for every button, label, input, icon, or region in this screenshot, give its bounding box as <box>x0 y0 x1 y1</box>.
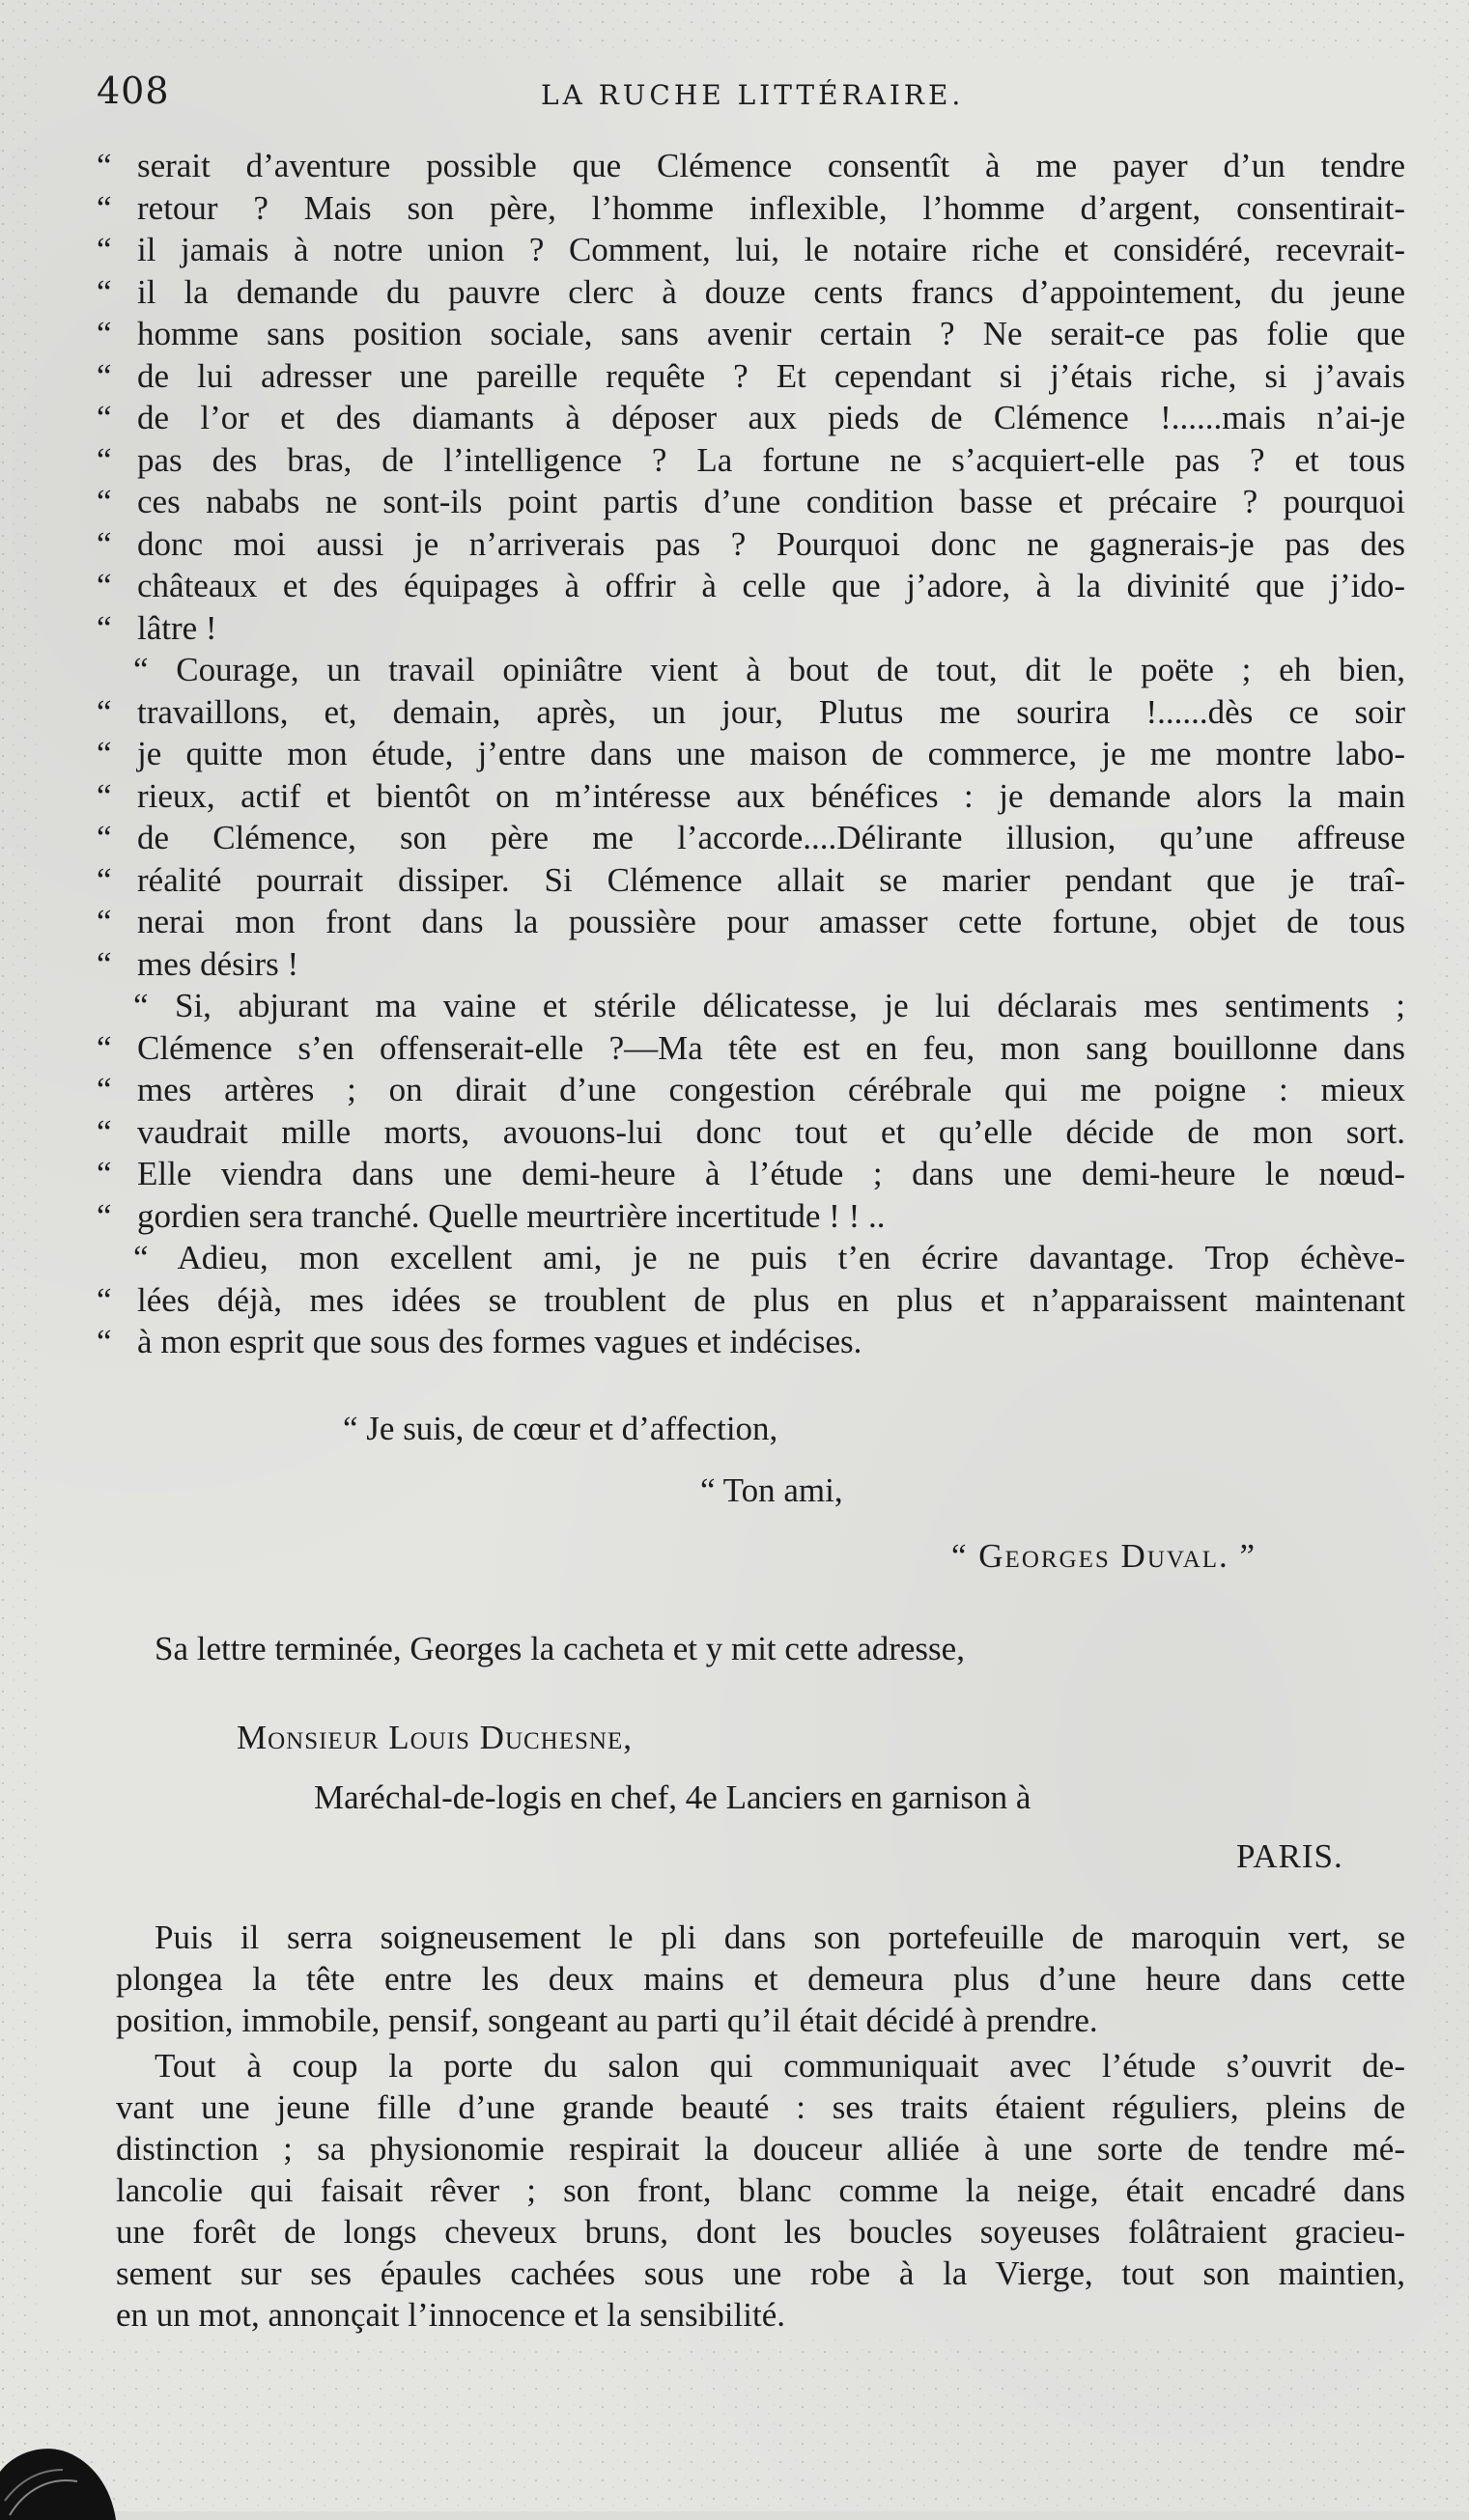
letter-line <box>97 691 1405 734</box>
quote-mark: “ <box>97 272 112 311</box>
letter-line-text: il la demande du pauvre clerc à douze cents francs d’appointement, du jeune <box>137 272 1405 311</box>
letter-line <box>97 817 1405 859</box>
quote-mark: “ <box>97 440 112 479</box>
narrative-paragraph-1 <box>116 1917 1405 2041</box>
quote-mark: “ <box>97 399 112 436</box>
address-line2: Maréchal-de-logis en chef, 4e Lanciers en garnison à <box>314 1778 1031 1816</box>
letter-line <box>97 901 1405 943</box>
address-city: PARIS. <box>1236 1837 1343 1875</box>
quote-mark: “ <box>97 188 112 227</box>
letter-line <box>97 1069 1405 1111</box>
letter-line-text: gordien sera tranché. Quelle meurtrière incertitude ! ! .. <box>137 1196 886 1235</box>
ink-blot <box>0 2433 126 2520</box>
letter-line-text: lâtre ! <box>137 608 217 647</box>
quote-mark: “ <box>97 608 112 647</box>
letter-line-text: “ Courage, un travail opiniâtre vient à bout de tout, dit le poëte ; eh bien, <box>133 651 1405 688</box>
letter-line <box>97 439 1405 482</box>
page-header <box>97 70 1410 127</box>
quote-mark: “ <box>97 776 112 815</box>
letter-body <box>97 145 1405 1363</box>
letter-line <box>97 313 1405 355</box>
quote-mark: “ <box>97 231 112 268</box>
letter-line <box>97 859 1405 902</box>
letter-line <box>97 1321 1405 1363</box>
quote-mark: “ <box>97 1323 112 1360</box>
running-title: LA RUCHE LITTÉRAIRE. <box>541 79 965 111</box>
after-letter-text: Sa lettre terminée, Georges la cacheta et y mit cette adresse, <box>155 1630 965 1667</box>
letter-line <box>97 985 1405 1027</box>
letter-line <box>97 775 1405 818</box>
letter-line-text: Clémence s’en offenserait-elle ?—Ma tête est en feu, mon sang bouillonne dans <box>137 1028 1405 1067</box>
letter-line <box>97 355 1405 398</box>
letter-line-text: “ Si, abjurant ma vaine et stérile délicatesse, je lui déclarais mes sentiments ; <box>133 987 1405 1024</box>
letter-line-text: châteaux et des équipages à offrir à celle que j’adore, à la divinité que j’ido- <box>137 567 1405 604</box>
letter-line <box>97 145 1405 187</box>
letter-line-text: rieux, actif et bientôt on m’intéresse aux bénéfices : je demande alors la main <box>137 776 1405 815</box>
letter-line <box>97 607 1405 650</box>
letter-line-text: il jamais à notre union ? Comment, lui, le notaire riche et considéré, recevrait- <box>137 231 1405 268</box>
letter-line-text: pas des bras, de l’intelligence ? La fortune ne s’acquiert-elle pas ? et tous <box>137 440 1405 479</box>
quote-mark: “ <box>97 524 112 563</box>
letter-line <box>97 481 1405 523</box>
letter-line-text: homme sans position sociale, sans avenir certain ? Ne serait-ce pas folie que <box>137 315 1405 352</box>
narrative-line: en un mot, annonçait l’innocence et la sensibilité. <box>116 2296 785 2334</box>
quote-mark: “ <box>97 1071 112 1108</box>
quote-mark: “ <box>97 1028 112 1067</box>
quote-mark: “ <box>97 692 112 731</box>
letter-line-text: serait d’aventure possible que Clémence consentît à me payer d’un tendre <box>137 147 1405 184</box>
letter-line-text: de lui adresser une pareille requête ? Et cependant si j’étais riche, si j’avais <box>137 356 1405 395</box>
narrative-line: vant une jeune fille d’une grande beauté : ses traits étaient réguliers, pleins de <box>116 2088 1405 2126</box>
letter-line <box>97 943 1405 986</box>
narrative-line: Puis il serra soigneusement le pli dans son portefeuille de maroquin vert, se <box>155 1918 1405 1956</box>
letter-line-text: mes artères ; on dirait d’une congestion cérébrale qui me poigne : mieux <box>137 1071 1405 1108</box>
letter-line-text: vaudrait mille morts, avouons-lui donc tout et qu’elle décide de mon sort. <box>137 1112 1405 1151</box>
letter-line-text: de l’or et des diamants à déposer aux pieds de Clémence !......mais n’ai-je <box>137 399 1405 436</box>
letter-line-text: nerai mon front dans la poussière pour amasser cette fortune, objet de tous <box>137 903 1405 940</box>
letter-closing: “ Je suis, de cœur et d’affection, <box>343 1410 778 1447</box>
quote-mark: “ <box>97 1155 112 1192</box>
address-recipient <box>237 1719 633 1757</box>
letter-closing-friend: “ Ton ami, <box>700 1471 843 1509</box>
letter-line <box>97 1279 1405 1322</box>
quote-mark: “ <box>97 1280 112 1319</box>
letter-line <box>97 187 1405 230</box>
letter-line <box>97 523 1405 566</box>
quote-mark: “ <box>97 483 112 520</box>
letter-line-text: lées déjà, mes idées se troublent de plus en plus et n’apparaissent maintenant <box>137 1280 1405 1319</box>
letter-line <box>97 565 1405 607</box>
letter-line <box>97 397 1405 439</box>
quote-mark: “ <box>97 903 112 940</box>
narrative-line: une forêt de longs cheveux bruns, dont les boucles soyeuses folâtraient gracieu- <box>116 2213 1405 2251</box>
quote-mark: “ <box>97 860 112 899</box>
quote-mark: “ <box>97 735 112 772</box>
letter-line-text: réalité pourrait dissiper. Si Clémence allait se marier pendant que je traî- <box>137 860 1405 899</box>
letter-line-text: ces nababs ne sont-ils point partis d’une condition basse et précaire ? pourquoi <box>137 483 1405 520</box>
quote-mark: “ <box>97 1196 112 1235</box>
narrative-line: distinction ; sa physionomie respirait la douceur alliée à une sorte de tendre mé- <box>116 2130 1405 2168</box>
letter-line-text: Elle viendra dans une demi-heure à l’étude ; dans une demi-heure le nœud- <box>137 1155 1405 1192</box>
letter-line-text: à mon esprit que sous des formes vagues et indécises. <box>137 1323 862 1360</box>
letter-line <box>97 229 1405 271</box>
narrative-line: position, immobile, pensif, songeant au parti qu’il était décidé à prendre. <box>116 2002 1098 2039</box>
address-line1: Monsieur Louis Duchesne, <box>237 1719 633 1756</box>
letter-line-text: “ Adieu, mon excellent ami, je ne puis t’en écrire davantage. Trop échève- <box>133 1239 1405 1276</box>
page-number: 408 <box>97 70 170 112</box>
quote-mark: “ <box>97 315 112 352</box>
quote-mark: “ <box>97 147 112 184</box>
letter-line <box>97 1237 1405 1279</box>
letter-line-text: mes désirs ! <box>137 944 299 983</box>
narrative-line: Tout à coup la porte du salon qui communiquait avec l’étude s’ouvrit de- <box>155 2047 1405 2085</box>
letter-line <box>97 271 1405 314</box>
letter-line-text: donc moi aussi je n’arriverais pas ? Pourquoi donc ne gagnerais-je pas des <box>137 524 1405 563</box>
letter-line-text: retour ? Mais son père, l’homme inflexible, l’homme d’argent, consentirait- <box>137 188 1405 227</box>
letter-signature: “ Georges Duval. ” <box>951 1537 1257 1575</box>
quote-mark: “ <box>97 1112 112 1151</box>
letter-line <box>97 1027 1405 1070</box>
letter-line <box>97 1153 1405 1195</box>
letter-line-text: travaillons, et, demain, après, un jour, Plutus me sourira !......dès ce soir <box>137 692 1405 731</box>
narrative-line: lancolie qui faisait rêver ; son front, blanc comme la neige, était encadré dans <box>116 2171 1405 2209</box>
letter-line-text: de Clémence, son père me l’accorde....Délirante illusion, qu’une affreuse <box>137 819 1405 856</box>
quote-mark: “ <box>97 944 112 983</box>
quote-mark: “ <box>97 356 112 395</box>
narrative-line: sement sur ses épaules cachées sous une robe à la Vierge, tout son maintien, <box>116 2254 1405 2292</box>
letter-line <box>97 1111 1405 1154</box>
letter-line <box>97 1195 1405 1238</box>
letter-line <box>97 733 1405 775</box>
quote-mark: “ <box>97 819 112 856</box>
narrative-paragraph-2 <box>116 2045 1405 2336</box>
quote-mark: “ <box>97 567 112 604</box>
narrative-line: plongea la tête entre les deux mains et demeura plus d’une heure dans cette <box>116 1960 1405 1998</box>
letter-line <box>97 649 1405 691</box>
letter-line-text: je quitte mon étude, j’entre dans une maison de commerce, je me montre labo- <box>137 735 1405 772</box>
